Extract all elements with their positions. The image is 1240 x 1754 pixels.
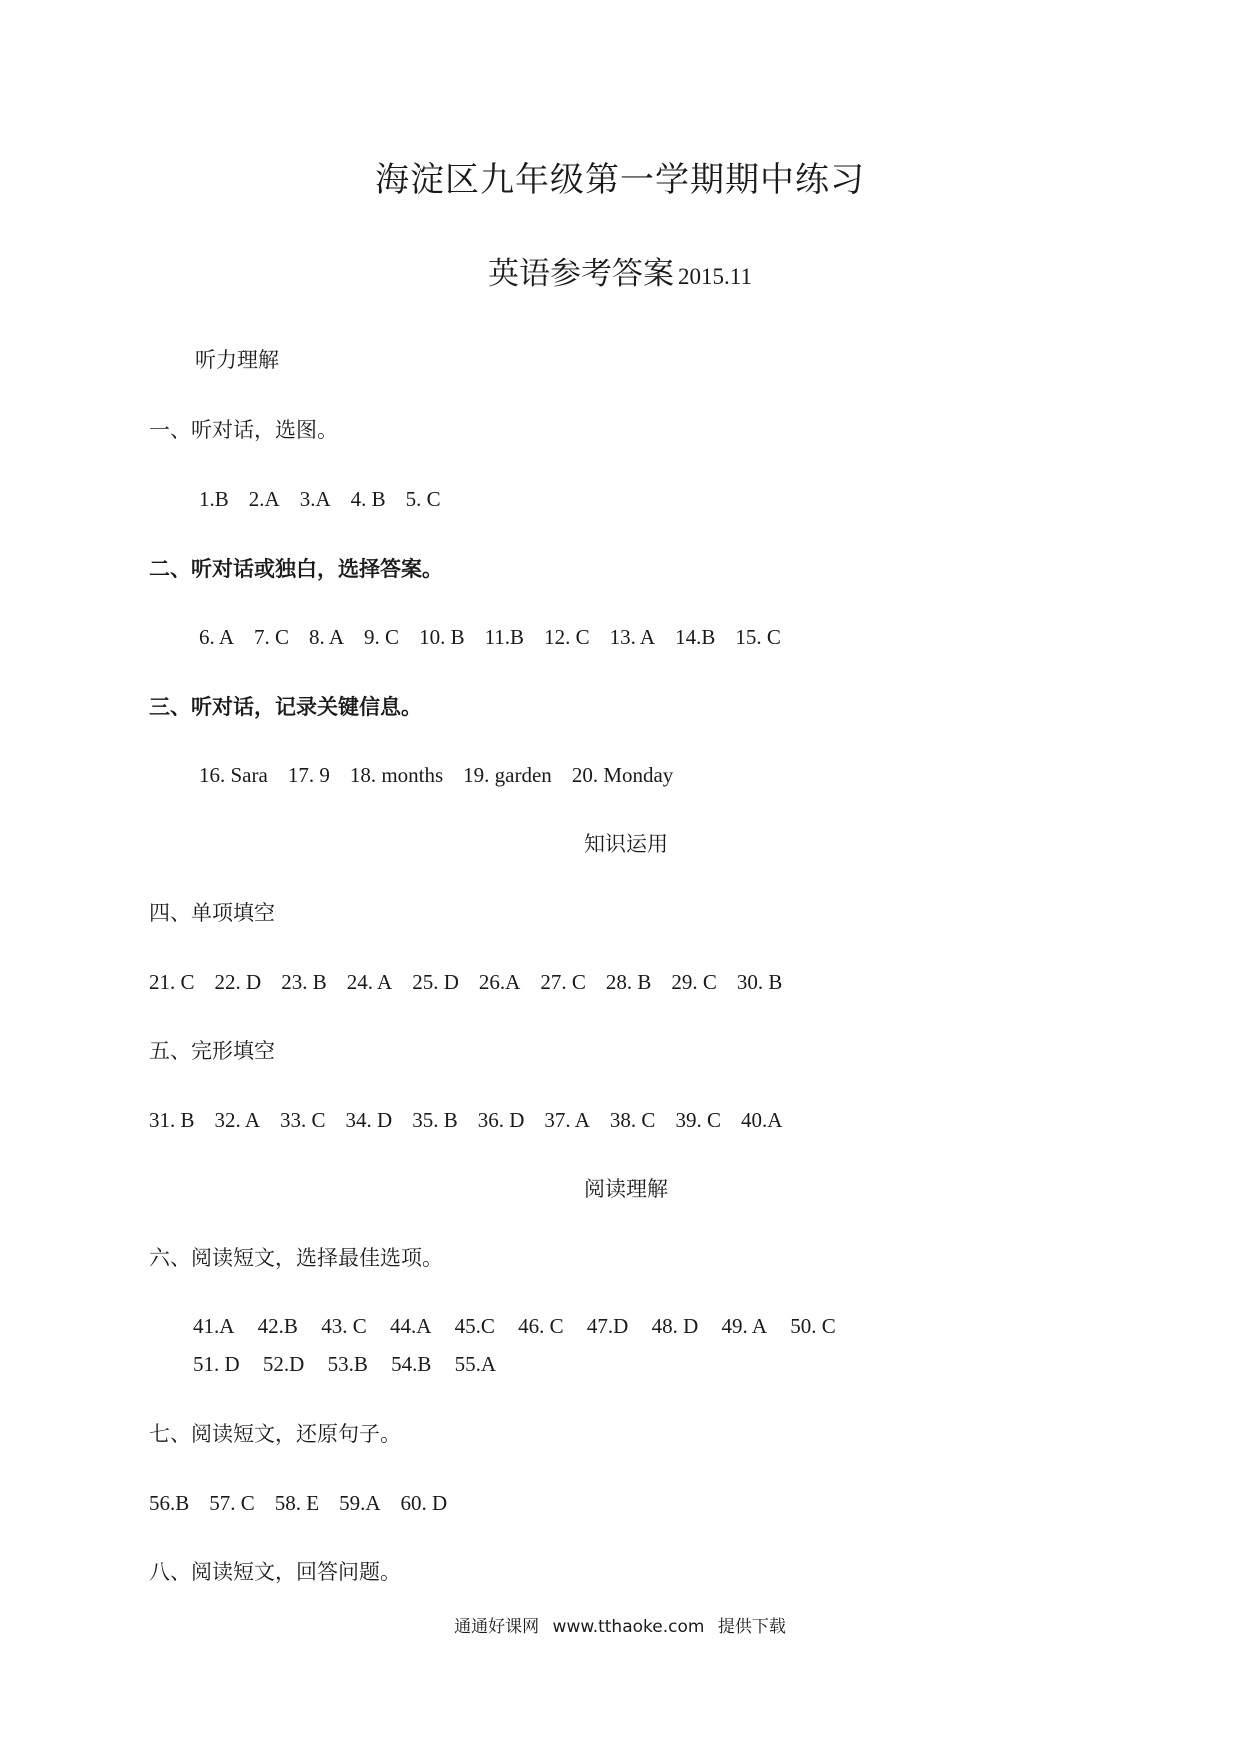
answer-item: 48. D <box>651 1314 699 1338</box>
answer-row-7 <box>149 1491 467 1516</box>
answer-item: 21. C <box>149 970 195 994</box>
answer-item: 55.A <box>454 1352 497 1376</box>
answer-item: 8. A <box>309 625 345 649</box>
answer-row-6 <box>193 1307 883 1383</box>
answer-row-1 <box>199 487 461 512</box>
answer-item: 60. D <box>400 1491 448 1515</box>
answer-item: 47.D <box>586 1314 629 1338</box>
answer-item: 25. D <box>412 970 459 994</box>
answer-item: 28. B <box>605 970 652 994</box>
answer-item: 30. B <box>736 970 783 994</box>
footer-site-name: 通通好课网 <box>454 1617 540 1637</box>
answer-item: 7. C <box>254 625 290 649</box>
answer-row-3 <box>199 763 693 788</box>
footer-url: www.tthaoke.com <box>552 1617 705 1637</box>
answer-item: 42.B <box>257 1314 298 1338</box>
part-heading-listening: 听力理解 <box>195 348 279 372</box>
answer-item: 36. D <box>477 1108 525 1132</box>
answer-item: 38. C <box>609 1108 656 1132</box>
page-footer <box>0 1617 1240 1637</box>
answer-item: 35. B <box>412 1108 458 1132</box>
answer-item: 32. A <box>214 1108 261 1132</box>
answer-item: 1.B <box>199 487 229 511</box>
answer-item: 43. C <box>321 1314 367 1338</box>
answer-item: 51. D <box>193 1352 240 1376</box>
answer-item: 14.B <box>675 625 716 649</box>
answer-item: 54.B <box>391 1352 432 1376</box>
section-heading-5: 五、完形填空 <box>149 1039 275 1063</box>
answer-item: 57. C <box>209 1491 255 1515</box>
answer-item: 11.B <box>484 625 525 649</box>
page-subtitle <box>0 256 1240 293</box>
answer-item: 56.B <box>149 1491 190 1515</box>
answer-item: 16. Sara <box>199 763 268 787</box>
answer-row-2 <box>199 625 801 650</box>
answer-item: 23. B <box>281 970 327 994</box>
answer-item: 52.D <box>262 1352 305 1376</box>
answer-item: 33. C <box>280 1108 326 1132</box>
answer-item: 12. C <box>544 625 590 649</box>
answer-item: 50. C <box>790 1314 836 1338</box>
answer-item: 31. B <box>149 1108 195 1132</box>
section-heading-2: 二、听对话或独白，选择答案。 <box>149 556 443 581</box>
section-heading-8: 八、阅读短文，回答问题。 <box>149 1560 401 1584</box>
footer-suffix: 提供下载 <box>717 1617 786 1637</box>
answer-item: 58. E <box>274 1491 320 1515</box>
answer-item: 39. C <box>675 1108 721 1132</box>
section-heading-4: 四、单项填空 <box>149 901 275 925</box>
answer-item: 18. months <box>349 763 444 787</box>
answer-item: 46. C <box>518 1314 564 1338</box>
part-heading-reading: 阅读理解 <box>584 1177 668 1201</box>
answer-row-5 <box>149 1108 802 1133</box>
answer-item: 13. A <box>609 625 656 649</box>
answer-item: 40.A <box>740 1108 783 1132</box>
answer-item: 4. B <box>350 487 386 511</box>
answer-item: 44.A <box>389 1314 432 1338</box>
answer-item: 22. D <box>214 970 262 994</box>
answer-item: 53.B <box>327 1352 368 1376</box>
answer-item: 41.A <box>193 1314 235 1338</box>
answer-item: 27. C <box>540 970 586 994</box>
answer-row-4 <box>149 970 802 995</box>
page-title: 海淀区九年级第一学期期中练习 <box>375 160 865 200</box>
answer-item: 37. A <box>544 1108 590 1132</box>
answer-item: 59.A <box>339 1491 381 1515</box>
section-heading-6: 六、阅读短文，选择最佳选项。 <box>149 1246 443 1270</box>
answer-item: 5. C <box>405 487 441 511</box>
answer-item: 2.A <box>248 487 280 511</box>
answer-item: 15. C <box>735 625 781 649</box>
answer-item: 6. A <box>199 625 235 649</box>
answer-item: 26.A <box>478 970 521 994</box>
answer-item: 20. Monday <box>571 763 674 787</box>
answer-item: 34. D <box>345 1108 393 1132</box>
answer-item: 45.C <box>454 1314 495 1338</box>
subtitle-text: 英语参考答案 <box>488 256 675 292</box>
section-heading-3: 三、听对话，记录关键信息。 <box>149 694 422 719</box>
part-heading-knowledge: 知识运用 <box>584 832 668 856</box>
answer-item: 3.A <box>299 487 331 511</box>
answer-item: 19. garden <box>463 763 552 787</box>
answer-item: 29. C <box>671 970 717 994</box>
answer-item: 9. C <box>364 625 400 649</box>
exam-date: 2015.11 <box>678 264 752 289</box>
section-heading-7: 七、阅读短文，还原句子。 <box>149 1422 401 1446</box>
answer-item: 49. A <box>721 1314 768 1338</box>
answer-item: 17. 9 <box>287 763 330 787</box>
answer-item: 24. A <box>346 970 393 994</box>
section-heading-1: 一、听对话，选图。 <box>149 418 338 442</box>
answer-item: 10. B <box>419 625 465 649</box>
